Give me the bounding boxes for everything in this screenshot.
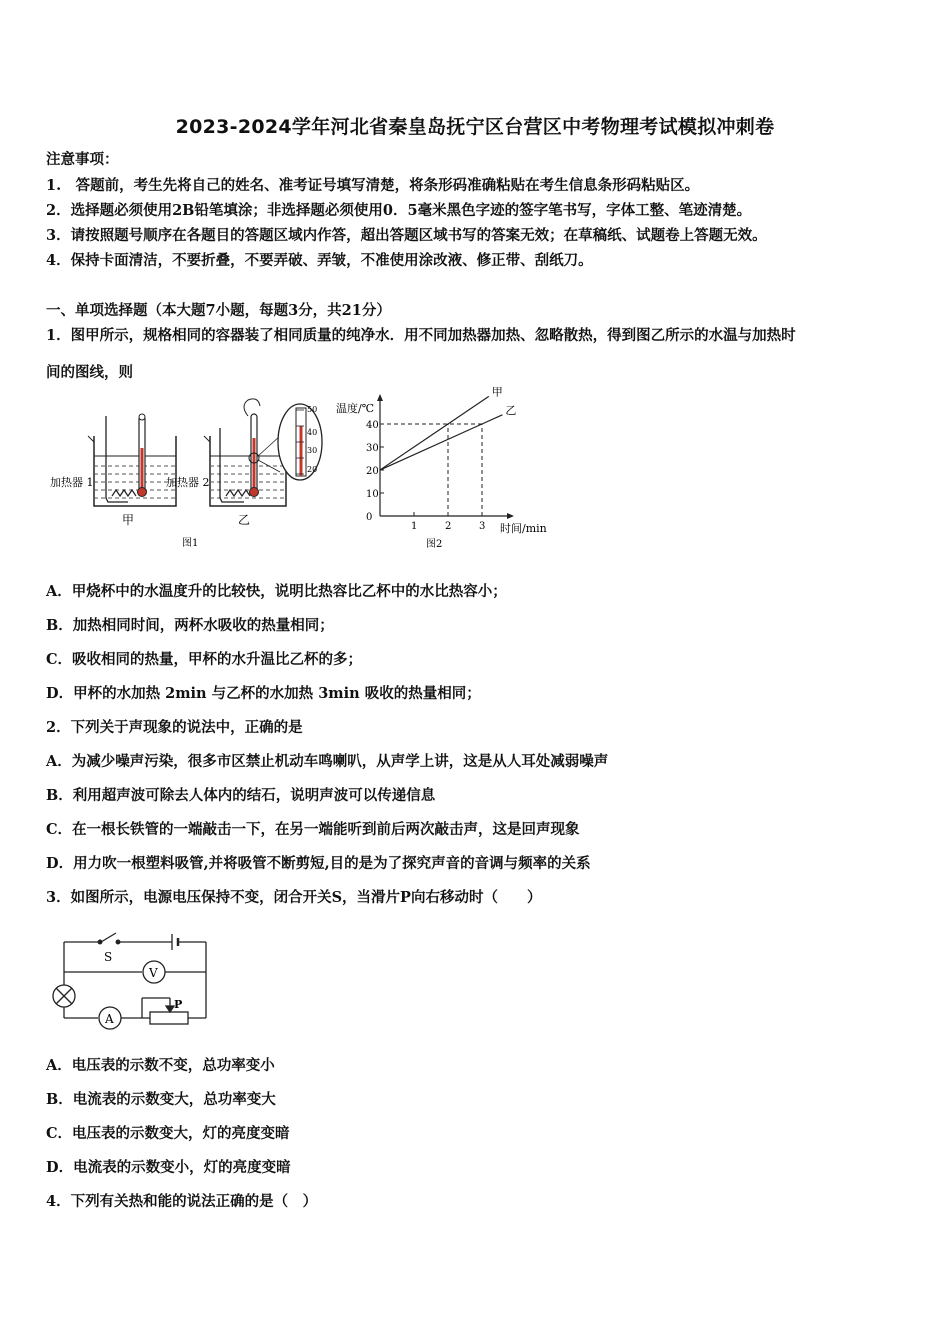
page-title: 2023-2024学年河北省秦皇岛抚宁区台营区中考物理考试模拟冲刺卷 xyxy=(175,116,775,138)
q3-option-d: D．电流表的示数变小，灯的亮度变暗 xyxy=(46,1159,291,1176)
slider-label: P xyxy=(174,998,183,1011)
x-tick-label: 2 xyxy=(445,521,452,532)
series-line-yi xyxy=(380,415,502,470)
q3-option-c: C．电压表的示数变大，灯的亮度变暗 xyxy=(46,1125,290,1142)
switch-label: S xyxy=(104,950,113,964)
q1-stem-line2: 间的图线，则 xyxy=(46,364,133,381)
notice-item-2: 2．选择题必须使用2B铅笔填涂；非选择题必须使用0．5毫米黑色字迹的签字笔书写，字体工整、笔迹清楚。 xyxy=(46,202,752,219)
q3-option-a: A．电压表的示数不变，总功率变小 xyxy=(46,1057,275,1074)
y-tick-label: 20 xyxy=(366,466,379,477)
q2-option-c: C．在一根长铁管的一端敲击一下，在另一端能听到前后两次敲击声，这是回声现象 xyxy=(46,821,580,838)
heater-2-label: 加热器 2 xyxy=(166,476,210,489)
q2-stem: 2．下列关于声现象的说法中，正确的是 xyxy=(46,719,303,736)
y-tick-label: 40 xyxy=(366,420,379,431)
label-yi: 乙 xyxy=(238,513,251,527)
q2-option-b: B．利用超声波可除去人体内的结石，说明声波可以传递信息 xyxy=(46,787,436,804)
y-tick-label: 0 xyxy=(366,512,373,523)
y-tick-label: 10 xyxy=(366,489,379,500)
q2-option-d: D．用力吹一根塑料吸管,并将吸管不断剪短,目的是为了探究声音的音调与频率的关系 xyxy=(46,855,591,872)
beaker-yi xyxy=(204,399,286,506)
q2-option-a: A．为减少噪声污染，很多市区禁止机动车鸣喇叭，从声学上讲，这是从人耳处减弱噪声 xyxy=(46,753,609,770)
fig2-caption: 图2 xyxy=(426,539,443,550)
beaker-jia xyxy=(88,414,176,506)
ammeter-label: A xyxy=(105,1012,114,1026)
notice-item-4: 4．保持卡面清洁，不要折叠，不要弄破、弄皱，不准使用涂改液、修正带、刮纸刀。 xyxy=(46,252,593,269)
thermo-tick-40: 40 xyxy=(307,428,318,437)
q1-figure-2-chart xyxy=(330,385,570,557)
section-heading: 一、单项选择题（本大题7小题，每题3分，共21分） xyxy=(46,302,391,319)
series-label-yi: 乙 xyxy=(505,403,517,417)
q1-stem-line1: 1．图甲所示，规格相同的容器装了相同质量的纯净水．用不同加热器加热、忽略散热，得到图乙所示的水温与加热时 xyxy=(46,327,796,344)
notice-item-1: 1. 答题前，考生先将自己的姓名、准考证号填写清楚，将条形码准确粘贴在考生信息条形码粘贴区。 xyxy=(46,177,700,194)
notice-heading: 注意事项： xyxy=(46,151,119,168)
q3-circuit-diagram xyxy=(46,928,216,1034)
chart-xlabel: 时间/min xyxy=(500,522,547,535)
series-label-jia: 甲 xyxy=(491,385,503,399)
q1-option-c: C．吸收相同的热量，甲杯的水升温比乙杯的多； xyxy=(46,651,363,668)
q4-stem: 4．下列有关热和能的说法正确的是（ ） xyxy=(46,1193,318,1210)
q3-stem: 3．如图所示，电源电压保持不变，闭合开关S，当滑片P向右移动时（ ） xyxy=(46,889,542,906)
thermo-tick-50: 50 xyxy=(307,405,318,414)
thermometer-magnified xyxy=(278,404,322,480)
x-tick-label: 1 xyxy=(411,521,418,532)
x-tick-label: 3 xyxy=(479,521,486,532)
q1-option-a: A．甲烧杯中的水温度升的比较快，说明比热容比乙杯中的水比热容小； xyxy=(46,583,507,600)
chart-ylabel: 温度/℃ xyxy=(336,402,375,415)
x-axis-arrow xyxy=(507,513,514,519)
q1-figure-1 xyxy=(48,398,348,553)
label-jia: 甲 xyxy=(122,513,135,527)
series-line-jia xyxy=(380,396,489,470)
q1-option-b: B．加热相同时间，两杯水吸收的热量相同； xyxy=(46,617,334,634)
fig1-caption: 图1 xyxy=(182,538,199,549)
thermo-tick-30: 30 xyxy=(307,446,318,455)
voltmeter-label: V xyxy=(149,966,158,980)
y-axis-arrow xyxy=(377,394,383,401)
q1-option-d: D．甲杯的水加热 2min 与乙杯的水加热 3min 吸收的热量相同； xyxy=(46,685,481,702)
heater-1-label: 加热器 1 xyxy=(50,476,94,489)
notice-item-3: 3．请按照题号顺序在各题目的答题区域内作答，超出答题区域书写的答案无效；在草稿纸、试题卷上答题无效。 xyxy=(46,227,767,244)
y-tick-label: 30 xyxy=(366,443,379,454)
q3-option-b: B．电流表的示数变大，总功率变大 xyxy=(46,1091,276,1108)
thermo-tick-20: 20 xyxy=(307,465,318,474)
